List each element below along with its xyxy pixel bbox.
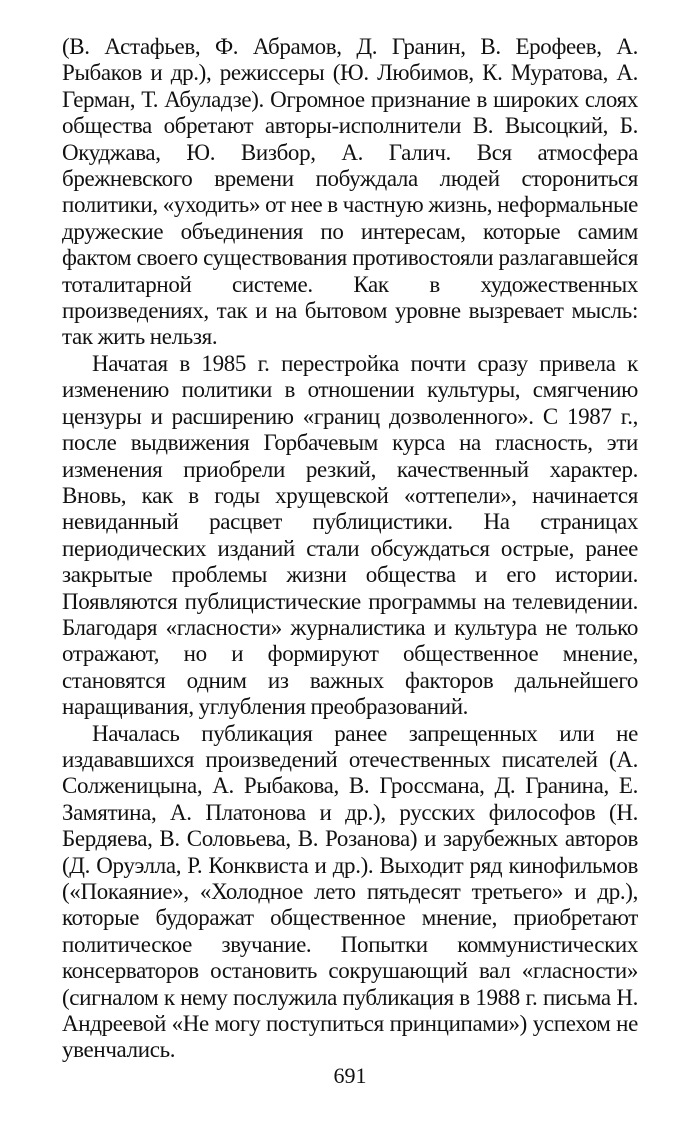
paragraph-perestroika: Начатая в 1985 г. перестройка почти сразу привела к изменению политики в отношении культуры, смягчению цензуры и расширению «границ дозволенного». С 1987 г., после выдвижения Горбачевым курса на гласность, эти изменения приобрели резкий, качественный характер. Вновь, как в годы хрущевской «оттепели», начинается невиданный расцвет публицистики. На страницах периодических изданий стали обсуждаться острые, ранее закрытые проблемы жизни общества и его истории. Появляются публицистические программы на телевидении. Благодаря «гласности» журналистика и культура не только отражают, но и формируют общественное мнение, становятся одним из важных факторов дальнейшего наращивания, углубления преобразований. <box>62 350 638 720</box>
page-body <box>62 34 638 1064</box>
paragraph-continuation: (В. Астафьев, Ф. Абрамов, Д. Гранин, В. Ерофеев, А. Рыбаков и др.), режиссеры (Ю. Любимов, К. Муратова, А. Герман, Т. Абуладзе). Огромное признание в широких слоях общества обретают авторы-исполнители В. Высоцкий, Б. Окуджава, Ю. Визбор, А. Галич. Вся атмосфера брежневского времени побуждала людей сторониться политики, «уходить» от нее в частную жизнь, неформальные дружеские объединения по интересам, которые самим фактом своего существования противостояли разлагавшейся тоталитарной системе. Как в художественных произведениях, так и на бытовом уровне вызревает мысль: так жить нельзя. <box>62 34 638 350</box>
page-number: 691 <box>333 1063 367 1088</box>
paragraph-publications: Началась публикация ранее запрещенных или не издававшихся произведений отечественных писателей (А. Солженицына, А. Рыбакова, В. Гроссмана, Д. Гранина, Е. Замятина, А. Платонова и др.), русских философов (Н. Бердяева, В. Соловьева, В. Розанова) и зарубежных авторов (Д. Оруэлла, Р. Конквиста и др.). Выходит ряд кинофильмов («Покаяние», «Холодное лето пятьдесят третьего» и др.), которые будоражат общественное мнение, приобретают политическое звучание. Попытки коммунистических консерваторов остановить сокрушающий вал «гласности» (сигналом к нему послужила публикация в 1988 г. письма Н. Андреевой «Не могу поступиться принципами») успехом не увенчались. <box>62 720 638 1063</box>
